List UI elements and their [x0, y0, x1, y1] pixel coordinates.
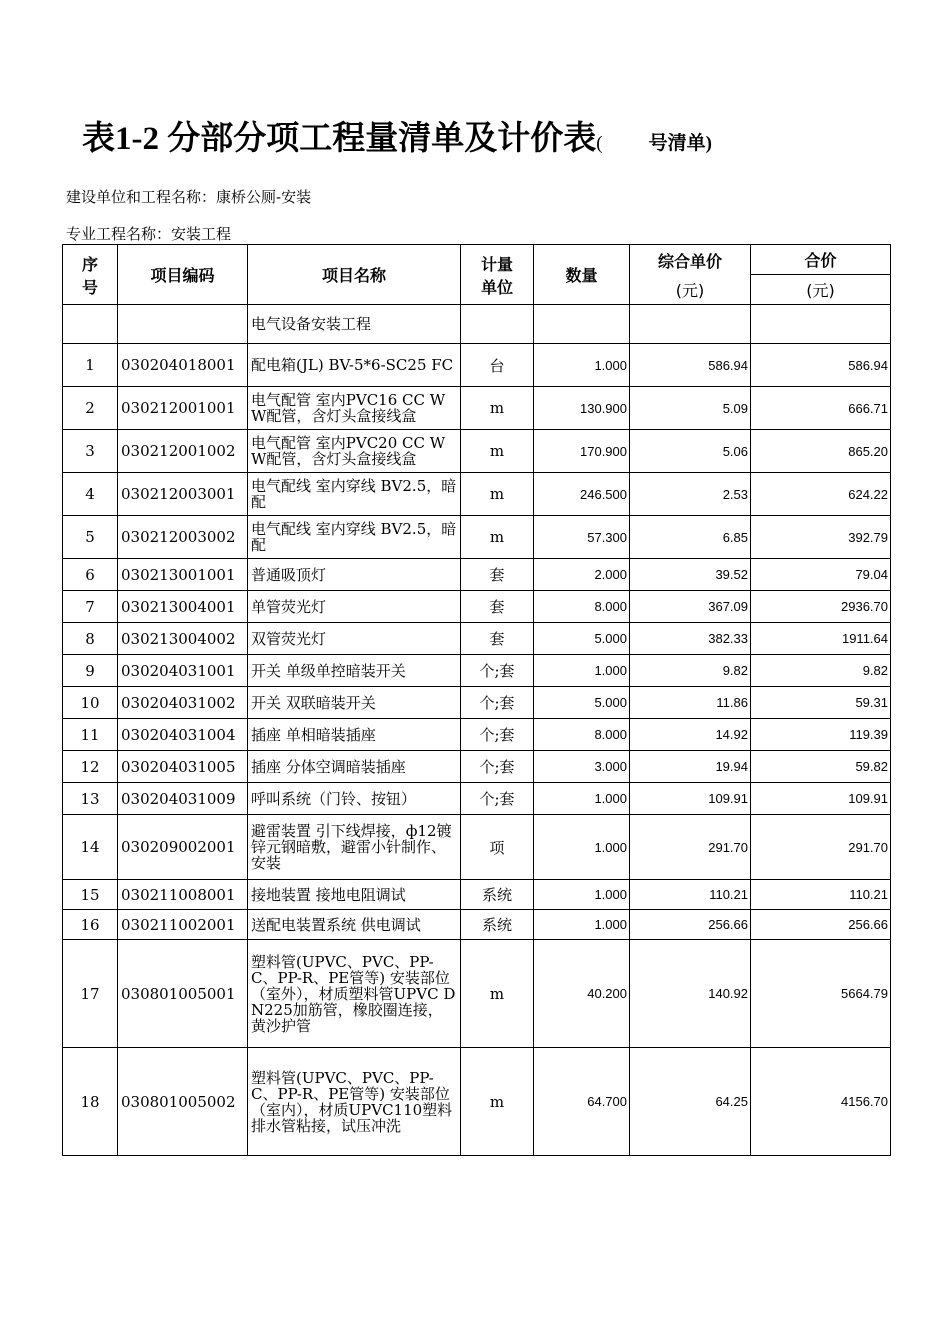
table-row: [63, 655, 891, 687]
row-qty: 1.000: [534, 655, 630, 687]
row-seq: 11: [63, 719, 118, 751]
row-total: 59.82: [751, 751, 891, 783]
row-unit: m: [461, 940, 534, 1048]
row-unit-price: 586.94: [630, 344, 751, 387]
row-name: 塑料管(UPVC、PVC、PP-C、PP-R、PE管等) 安装部位（室内），材质UPVC110塑料排水管粘接，试压冲洗: [248, 1048, 461, 1156]
row-seq: 3: [63, 430, 118, 473]
row-qty: 3.000: [534, 751, 630, 783]
row-total: 109.91: [751, 783, 891, 815]
table-row: [63, 751, 891, 783]
row-seq: 9: [63, 655, 118, 687]
row-unit-price: 5.06: [630, 430, 751, 473]
row-unit-price: 109.91: [630, 783, 751, 815]
row-unit: 系统: [461, 910, 534, 940]
row-total: 291.70: [751, 815, 891, 880]
row-unit: m: [461, 473, 534, 516]
row-seq: 18: [63, 1048, 118, 1156]
header-unit: 计量 单位: [461, 245, 534, 305]
row-unit: 项: [461, 815, 534, 880]
row-name: 避雷装置 引下线焊接，ф12镀锌元钢暗敷，避雷小针制作、安装: [248, 815, 461, 880]
table-row: [63, 559, 891, 591]
page-title: [82, 112, 712, 159]
row-name: 电气配管 室内PVC20 CC WW配管，含灯头盒接线盒: [248, 430, 461, 473]
project-name-line: 建设单位和工程名称：康桥公厕-安装: [66, 188, 312, 206]
row-seq: 17: [63, 940, 118, 1048]
row-seq: 6: [63, 559, 118, 591]
row-name: 塑料管(UPVC、PVC、PP-C、PP-R、PE管等) 安装部位（室外），材质塑料管UPVC DN225加筋管，橡胶圈连接，黄沙护管: [248, 940, 461, 1048]
row-unit-price: 2.53: [630, 473, 751, 516]
row-name: 呼叫系统（门铃、按钮）: [248, 783, 461, 815]
row-total: 110.21: [751, 880, 891, 910]
table-row: [63, 591, 891, 623]
table-row: [63, 387, 891, 430]
row-seq: 16: [63, 910, 118, 940]
row-name: 单管荧光灯: [248, 591, 461, 623]
header-code: 项目编码: [118, 245, 248, 305]
row-unit-price: 367.09: [630, 591, 751, 623]
table-row: [63, 344, 891, 387]
row-qty: 1.000: [534, 910, 630, 940]
row-total: 624.22: [751, 473, 891, 516]
row-code: 030211002001: [118, 910, 248, 940]
row-name: 电气配管 室内PVC16 CC WW配管，含灯头盒接线盒: [248, 387, 461, 430]
title-main: 表1-2 分部分项工程量清单及计价表: [82, 121, 597, 157]
row-qty: 5.000: [534, 687, 630, 719]
row-qty: 246.500: [534, 473, 630, 516]
row-total: 666.71: [751, 387, 891, 430]
specialty-name-line: 专业工程名称：安装工程: [66, 225, 232, 243]
row-name: 配电箱(JL) BV-5*6-SC25 FC: [248, 344, 461, 387]
row-code: 030204018001: [118, 344, 248, 387]
row-name: 开关 双联暗装开关: [248, 687, 461, 719]
row-qty: 1.000: [534, 880, 630, 910]
row-qty: 2.000: [534, 559, 630, 591]
table-row: [63, 687, 891, 719]
section-title: 电气设备安装工程: [248, 305, 461, 344]
row-total: 119.39: [751, 719, 891, 751]
row-seq: 14: [63, 815, 118, 880]
row-code: 030212003002: [118, 516, 248, 559]
row-unit: 个;套: [461, 687, 534, 719]
row-code: 030209002001: [118, 815, 248, 880]
row-unit: 套: [461, 623, 534, 655]
row-total: 2936.70: [751, 591, 891, 623]
row-name: 插座 分体空调暗装插座: [248, 751, 461, 783]
row-seq: 2: [63, 387, 118, 430]
table-row: [63, 623, 891, 655]
row-name: 开关 单级单控暗装开关: [248, 655, 461, 687]
row-seq: 4: [63, 473, 118, 516]
row-unit-price: 256.66: [630, 910, 751, 940]
header-row: [63, 245, 891, 275]
row-code: 030211008001: [118, 880, 248, 910]
row-total: 256.66: [751, 910, 891, 940]
title-suffix: 号清单): [648, 133, 712, 154]
row-qty: 57.300: [534, 516, 630, 559]
row-code: 030204031009: [118, 783, 248, 815]
header-name: 项目名称: [248, 245, 461, 305]
row-qty: 8.000: [534, 591, 630, 623]
row-unit-price: 14.92: [630, 719, 751, 751]
row-unit: 台: [461, 344, 534, 387]
row-code: 030204031004: [118, 719, 248, 751]
row-total: 59.31: [751, 687, 891, 719]
row-total: 9.82: [751, 655, 891, 687]
row-seq: 8: [63, 623, 118, 655]
row-unit-price: 110.21: [630, 880, 751, 910]
title-paren: (: [596, 133, 603, 154]
table-row: [63, 815, 891, 880]
row-unit: m: [461, 387, 534, 430]
row-code: 030212003001: [118, 473, 248, 516]
row-seq: 13: [63, 783, 118, 815]
row-unit-price: 382.33: [630, 623, 751, 655]
header-seq: 序 号: [63, 245, 118, 305]
row-qty: 1.000: [534, 815, 630, 880]
row-unit: m: [461, 516, 534, 559]
row-name: 送配电装置系统 供电调试: [248, 910, 461, 940]
row-unit: m: [461, 430, 534, 473]
table-row: [63, 1048, 891, 1156]
bill-of-quantities-table: [62, 244, 891, 1156]
row-unit: 套: [461, 559, 534, 591]
row-seq: 12: [63, 751, 118, 783]
row-unit-price: 140.92: [630, 940, 751, 1048]
row-unit: 系统: [461, 880, 534, 910]
table-row: [63, 430, 891, 473]
table-row: [63, 940, 891, 1048]
row-qty: 64.700: [534, 1048, 630, 1156]
row-unit: 个;套: [461, 783, 534, 815]
row-total: 4156.70: [751, 1048, 891, 1156]
row-qty: 1.000: [534, 344, 630, 387]
row-code: 030204031005: [118, 751, 248, 783]
row-name: 电气配线 室内穿线 BV2.5，暗配: [248, 516, 461, 559]
row-qty: 170.900: [534, 430, 630, 473]
row-name: 普通吸顶灯: [248, 559, 461, 591]
row-unit-price: 6.85: [630, 516, 751, 559]
table-row: [63, 473, 891, 516]
row-code: 030204031002: [118, 687, 248, 719]
row-seq: 5: [63, 516, 118, 559]
row-code: 030801005001: [118, 940, 248, 1048]
row-qty: 8.000: [534, 719, 630, 751]
row-unit: 套: [461, 591, 534, 623]
table-row: [63, 910, 891, 940]
row-qty: 130.900: [534, 387, 630, 430]
row-qty: 40.200: [534, 940, 630, 1048]
row-name: 双管荧光灯: [248, 623, 461, 655]
row-code: 030213004002: [118, 623, 248, 655]
row-seq: 15: [63, 880, 118, 910]
row-code: 030213004001: [118, 591, 248, 623]
row-unit: m: [461, 1048, 534, 1156]
table-row: [63, 880, 891, 910]
row-total: 586.94: [751, 344, 891, 387]
row-qty: 1.000: [534, 783, 630, 815]
table-row: [63, 516, 891, 559]
row-total: 1911.64: [751, 623, 891, 655]
row-code: 030213001001: [118, 559, 248, 591]
row-name: 插座 单相暗装插座: [248, 719, 461, 751]
row-seq: 7: [63, 591, 118, 623]
row-total: 392.79: [751, 516, 891, 559]
section-row: [63, 305, 891, 344]
row-code: 030212001001: [118, 387, 248, 430]
row-unit-price: 39.52: [630, 559, 751, 591]
row-total: 865.20: [751, 430, 891, 473]
row-unit-price: 19.94: [630, 751, 751, 783]
row-code: 030212001002: [118, 430, 248, 473]
table-row: [63, 783, 891, 815]
header-total: 合价: [751, 245, 891, 275]
row-unit: 个;套: [461, 655, 534, 687]
row-unit-price: 5.09: [630, 387, 751, 430]
row-unit-price: 9.82: [630, 655, 751, 687]
row-total: 5664.79: [751, 940, 891, 1048]
row-name: 电气配线 室内穿线 BV2.5，暗配: [248, 473, 461, 516]
row-qty: 5.000: [534, 623, 630, 655]
row-unit-price: 11.86: [630, 687, 751, 719]
row-code: 030801005002: [118, 1048, 248, 1156]
header-qty: 数量: [534, 245, 630, 305]
header-total-unit: (元): [751, 275, 891, 305]
table-row: [63, 719, 891, 751]
row-total: 79.04: [751, 559, 891, 591]
row-name: 接地装置 接地电阻调试: [248, 880, 461, 910]
row-code: 030204031001: [118, 655, 248, 687]
header-unit-price: 综合单价 (元): [630, 245, 751, 305]
row-seq: 10: [63, 687, 118, 719]
row-seq: 1: [63, 344, 118, 387]
row-unit-price: 291.70: [630, 815, 751, 880]
row-unit: 个;套: [461, 719, 534, 751]
row-unit: 个;套: [461, 751, 534, 783]
row-unit-price: 64.25: [630, 1048, 751, 1156]
